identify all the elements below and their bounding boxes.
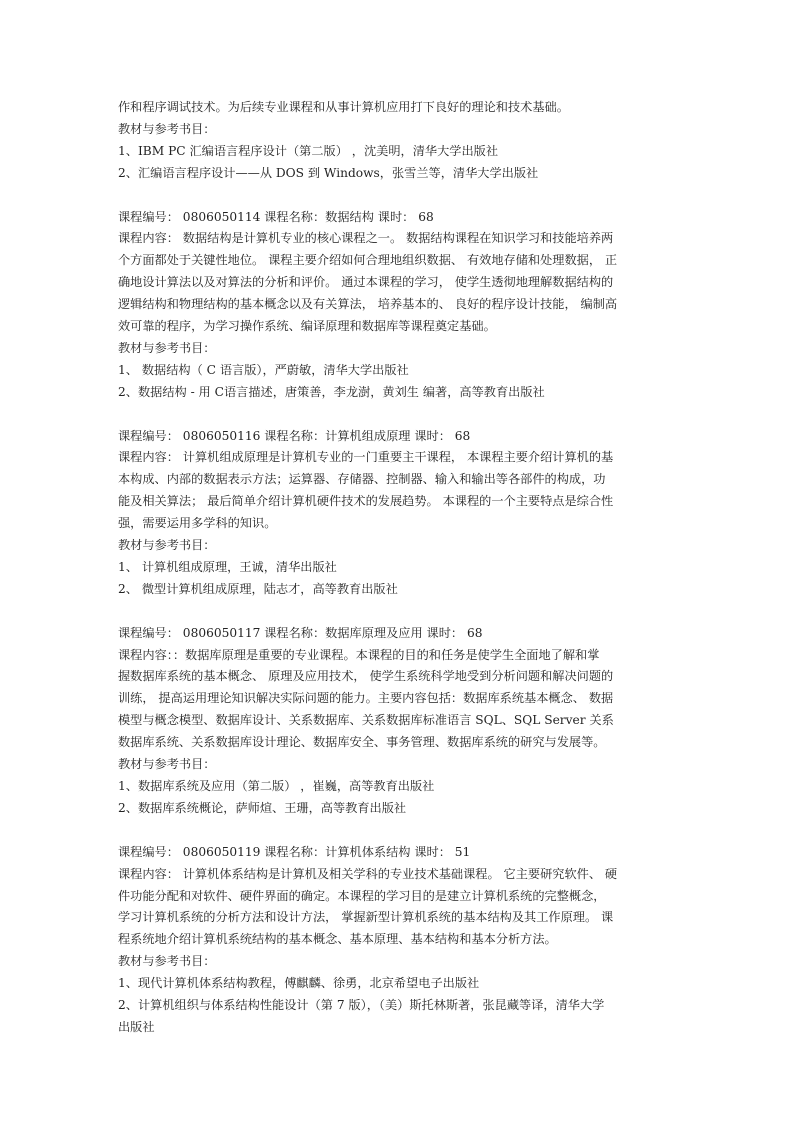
text-line: 2、数据结构 - 用 C语言描述，唐策善，李龙澍，黄刘生 编著，高等教育出版社	[118, 384, 545, 399]
text-line: 出版社	[118, 1019, 155, 1034]
text-line: 握数据库系统的基本概念、 原理及应用技术， 使学生系统科学地受到分析问题和解决问题的	[118, 669, 614, 684]
text-line: 个方面都处于关键性地位。 课程主要介绍如何合理地组织数据、 有效地存储和处理数据， 正	[118, 253, 618, 268]
text-line: 课程编号： 0806050116 课程名称：计算机组成原理 课时： 68	[118, 428, 471, 443]
text-line: 课程内容： 计算机组成原理是计算机专业的一门重要主干课程， 本课程主要介绍计算机的基	[118, 450, 614, 465]
text-line: 数据库系统、关系数据库设计理论、数据库安全、事务管理、数据库系统的研究与发展等。	[118, 735, 606, 750]
text-line: 学习计算机系统的分析方法和设计方法， 掌握新型计算机系统的基本结构及其工作原理。 课	[118, 910, 614, 925]
text-line: 教材与参考书目：	[118, 121, 216, 136]
text-line: 课程编号： 0806050119 课程名称：计算机体系结构 课时： 51	[118, 844, 471, 859]
document-body	[118, 97, 678, 1039]
text-line: 课程内容：：数据库原理是重要的专业课程。本课程的目的和任务是使学生全面地了解和掌	[118, 647, 600, 662]
text-line: 教材与参考书目：	[118, 340, 216, 355]
text-line: 教材与参考书目：	[118, 538, 216, 553]
text-line: 课程内容： 计算机体系结构是计算机及相关学科的专业技术基础课程。 它主要研究软件、 硬	[118, 866, 618, 881]
text-line: 课程编号： 0806050117 课程名称：数据库原理及应用 课时： 68	[118, 625, 483, 640]
text-line: 课程编号： 0806050114 课程名称：数据结构 课时： 68	[118, 209, 434, 224]
text-line: 强，需要运用多学科的知识。	[118, 516, 277, 531]
text-line: 2、计算机组织与体系结构性能设计（第 7 版），（美）斯托林斯著，张昆藏等译，清华大学	[118, 997, 605, 1012]
text-line: 件功能分配和对软件、硬件界面的确定。本课程的学习目的是建立计算机系统的完整概念，	[118, 888, 606, 903]
paragraph-gap	[118, 820, 678, 842]
paragraph-gap	[118, 601, 678, 623]
text-line: 2、数据库系统概论，萨师煊、王珊，高等教育出版社	[118, 800, 407, 815]
text-line: 1、IBM PC 汇编语言程序设计（第二版） ，沈美明，清华大学出版社	[118, 143, 499, 158]
text-line: 效可靠的程序，为学习操作系统、编译原理和数据库等课程奠定基础。	[118, 319, 496, 334]
text-line: 1、 计算机组成原理，王诚，清华出版社	[118, 559, 337, 574]
text-line: 模型与概念模型、数据库设计、关系数据库、关系数据库标准语言 SQL、SQL Server 关系	[118, 713, 614, 728]
text-line: 教材与参考书目：	[118, 954, 216, 969]
text-line: 程系统地介绍计算机系统结构的基本概念、基本原理、基本结构和基本分析方法。	[118, 932, 557, 947]
text-line: 确地设计算法以及对算法的分析和评价。 通过本课程的学习， 使学生透彻地理解数据结构的	[118, 275, 614, 290]
text-line: 本构成、内部的数据表示方法；运算器、存储器、控制器、输入和输出等各部件的构成，功	[118, 472, 606, 487]
paragraph-gap	[118, 404, 678, 426]
text-line: 作和程序调试技术。为后续专业课程和从事计算机应用打下良好的理论和技术基础。	[118, 100, 569, 114]
text-line: 课程内容： 数据结构是计算机专业的核心课程之一。 数据结构课程在知识学习和技能培养两	[118, 231, 614, 246]
text-line: 训练， 提高运用理论知识解决实际问题的能力。主要内容包括：数据库系统基本概念、 数据	[118, 691, 614, 706]
text-line: 2、 微型计算机组成原理，陆志才，高等教育出版社	[118, 581, 398, 596]
text-line: 2、汇编语言程序设计——从 DOS 到 Windows，张雪兰等，清华大学出版社	[118, 165, 539, 180]
text-line: 逻辑结构和物理结构的基本概念以及有关算法， 培养基本的、 良好的程序设计技能， 编制高	[118, 297, 618, 312]
text-line: 能及相关算法； 最后简单介绍计算机硬件技术的发展趋势。 本课程的一个主要特点是综合性	[118, 494, 614, 509]
paragraph-gap	[118, 185, 678, 207]
text-line: 1、现代计算机体系结构教程，傅麒麟、徐勇，北京希望电子出版社	[118, 976, 480, 991]
text-line: 教材与参考书目：	[118, 757, 216, 772]
text-line: 1、数据库系统及应用（第二版） ，崔巍，高等教育出版社	[118, 778, 435, 793]
text-line: 1、 数据结构（ C 语言版），严蔚敏，清华大学出版社	[118, 362, 409, 377]
